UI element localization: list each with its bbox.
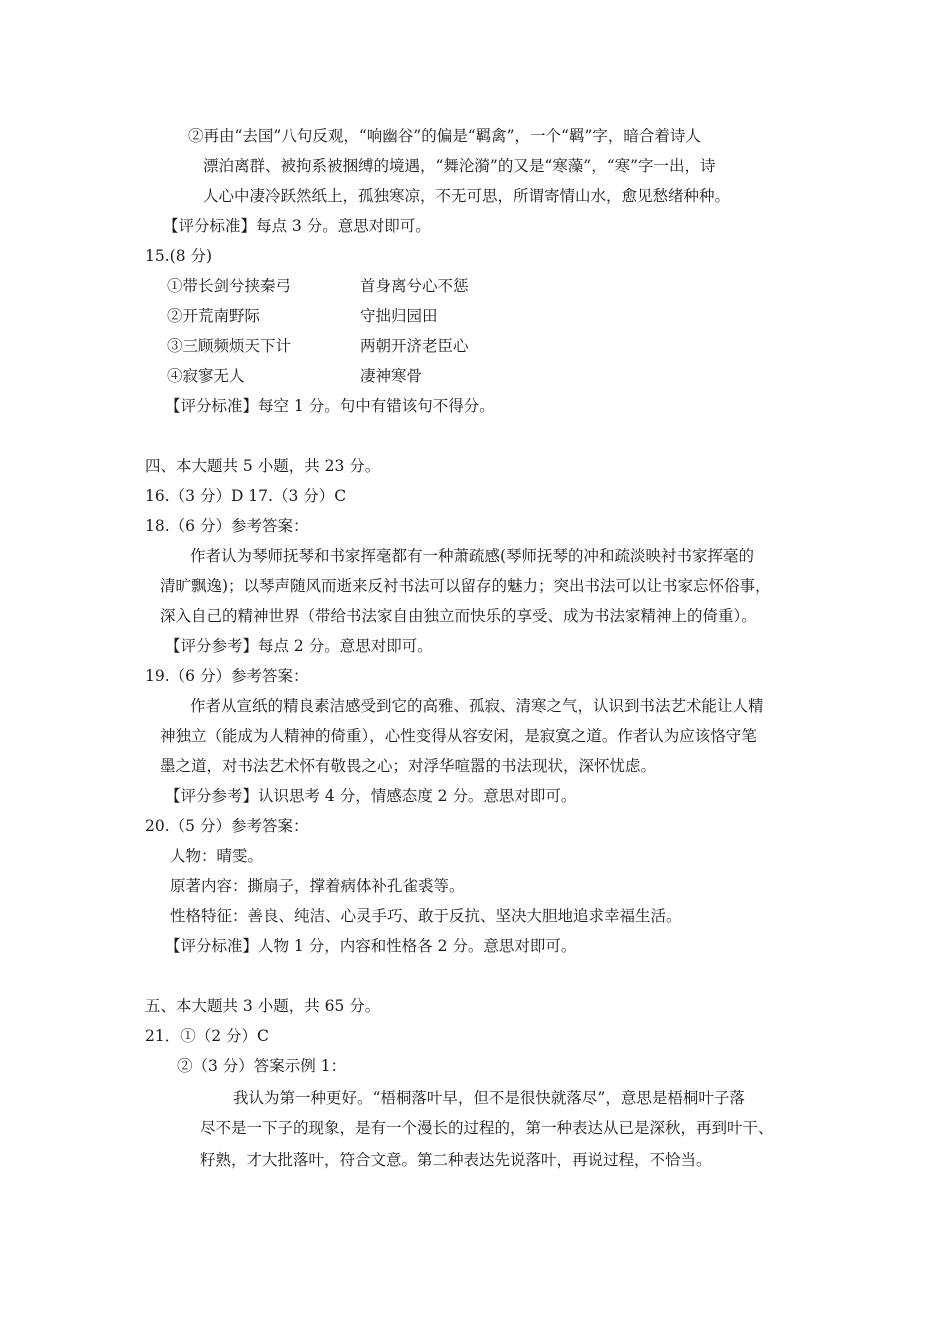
q15-row: [167, 336, 469, 356]
q14-point2-line1: ②再由“去国”八句反观，“响幽谷”的偏是“羁禽”，一个“羁”字，暗合着诗人: [188, 127, 701, 145]
q21-line2: 尽不是一下子的现象，是有一个漫长的过程的，第一种表达从已是深秋，再到叶干、: [200, 1119, 774, 1137]
q20-header: 20.（5 分）参考答案：: [145, 817, 309, 835]
q21-line3: 籽熟，才大批落叶，符合文意。第二种表达先说落叶，再说过程，不恰当。: [200, 1151, 712, 1169]
q21-line1: 我认为第一种更好。“梧桐落叶早，但不是很快就落尽”，意思是梧桐叶子落: [233, 1089, 745, 1107]
q20-traits: 性格特征：善良、纯洁、心灵手巧、敢于反抗、坚决大胆地追求幸福生活。: [170, 907, 682, 925]
q18-line2: 清旷飘逸)；以琴声随风而逝来反衬书法可以留存的魅力；突出书法可以让书家忘怀俗事，: [160, 577, 771, 595]
q14-point2-line2: 漂泊离群、被拘系被捆缚的境遇，“舞沦漪”的又是“寒藻”，“寒”字一出，诗: [203, 157, 716, 175]
q15-row: [167, 366, 423, 386]
q15-row-second: 首身离兮心不惩: [360, 277, 469, 295]
q20-person: 人物：晴雯。: [170, 847, 264, 865]
q14-scoring: 【评分标准】每点 3 分。意思对即可。: [163, 217, 431, 235]
q20-scoring: 【评分标准】人物 1 分，内容和性格各 2 分。意思对即可。: [165, 937, 577, 955]
q20-content: 原著内容：撕扇子，撑着病体补孔雀裘等。: [170, 877, 465, 895]
q18-line3: 深入自己的精神世界（带给书法家自由独立而快乐的享受、成为书法家精神上的倚重）。: [160, 607, 757, 625]
q15-scoring: 【评分标准】每空 1 分。句中有错该句不得分。: [165, 397, 495, 415]
q18-line1: 作者认为琴师抚琴和书家挥毫都有一种萧疏感(琴师抚琴的冲和疏淡映衬书家挥毫的: [190, 547, 755, 565]
q19-header: 19.（6 分）参考答案：: [145, 667, 309, 685]
q18-scoring: 【评分参考】每点 2 分。意思对即可。: [165, 637, 433, 655]
q19-line3: 墨之道，对书法艺术怀有敬畏之心；对浮华喧嚣的书法现状，深怀忧虑。: [160, 757, 657, 775]
q15-row: [167, 306, 438, 326]
q19-scoring: 【评分参考】认识思考 4 分，情感态度 2 分。意思对即可。: [165, 787, 577, 805]
q21-part2-header: ②（3 分）答案示例 1：: [177, 1057, 347, 1075]
q14-point2-line3: 人心中凄冷跃然纸上，孤独寒凉，不无可思，所谓寄情山水，愈见愁绪种种。: [203, 187, 731, 205]
q15-row-first: ②开荒南野际: [167, 307, 261, 325]
q15-row-second: 守拙归园田: [360, 307, 438, 325]
section5-title: 五、本大题共 3 小题，共 65 分。: [145, 997, 381, 1015]
q15-row-first: ④寂寥无人: [167, 367, 245, 385]
q21-part1: 21．①（2 分）C: [145, 1027, 269, 1045]
q19-line2: 神独立（能成为人精神的倚重），心性变得从容安闲，是寂寞之道。作者认为应该恪守笔: [160, 727, 757, 745]
q16-q17-answers: 16.（3 分）D 17.（3 分）C: [145, 487, 347, 505]
q19-line1: 作者从宣纸的精良素洁感受到它的高雅、孤寂、清寒之气，认识到书法艺术能让人精: [190, 697, 764, 715]
q15-row-second: 凄神寒骨: [360, 367, 423, 385]
section4-title: 四、本大题共 5 小题，共 23 分。: [145, 457, 381, 475]
q15-header: 15.(8 分): [145, 247, 213, 265]
q18-header: 18.（6 分）参考答案：: [145, 517, 309, 535]
q15-row-first: ③三顾频烦天下计: [167, 337, 292, 355]
q15-row: [167, 276, 469, 296]
q15-row-first: ①带长剑兮挟秦弓: [167, 277, 292, 295]
q15-row-second: 两朝开济老臣心: [360, 337, 469, 355]
